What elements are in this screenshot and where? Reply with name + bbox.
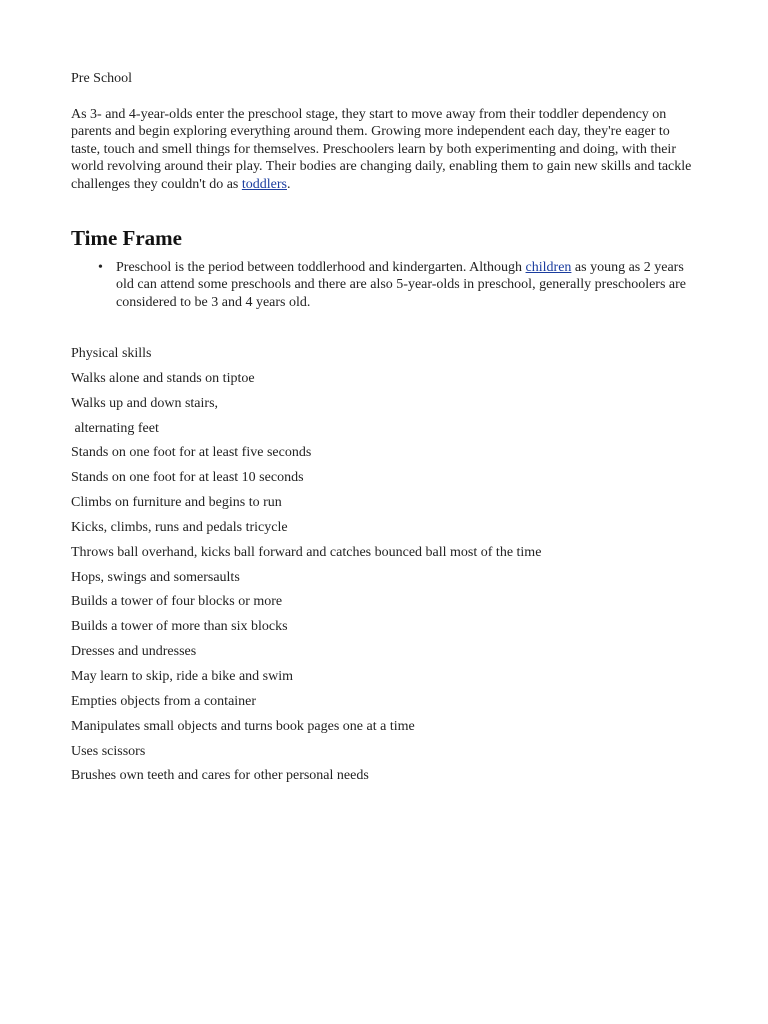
skill-item: Kicks, climbs, runs and pedals tricycle (71, 519, 288, 535)
skill-item: Climbs on furniture and begins to run (71, 495, 282, 511)
bullet-text: Preschool is the period between toddlerhood and kindergarten. Although (116, 260, 526, 275)
intro-text: As 3- and 4-year-olds enter the preschool stage, they start to move away from their toddler dependency on parents and begin exploring everything around them. Growing more independent each day, they're eager to taste, touch and smell things for themselves. Preschoolers learn by both experimenting and doing, with their world revolving around their play. Their bodies are changing daily, enabling them to gain new skills and tackle challenges they couldn't do as (71, 107, 692, 192)
skill-item: Brushes own teeth and cares for other personal needs (71, 768, 369, 784)
bullet-icon: • (98, 260, 103, 275)
document-title: Pre School (71, 71, 133, 86)
skill-item: Empties objects from a container (71, 693, 257, 709)
skill-item: Stands on one foot for at least 10 seconds (71, 470, 304, 486)
section-heading-time-frame: Time Frame (71, 226, 182, 250)
skill-item: Manipulates small objects and turns book pages one at a time (71, 718, 415, 734)
skill-item: May learn to skip, ride a bike and swim (71, 668, 294, 684)
intro-paragraph (71, 106, 701, 193)
skill-item: Uses scissors (71, 743, 146, 759)
skill-item: Dresses and undresses (71, 644, 197, 660)
skills-heading: Physical skills (71, 346, 152, 361)
toddlers-link[interactable]: toddlers (241, 176, 287, 192)
skill-item: Throws ball overhand, kicks ball forward and catches bounced ball most of the time (71, 544, 542, 560)
bullet-text-end: as young as 2 years old can attend some preschools and there are also 5-year-olds in preschool, generally preschoolers are considered to be 3 and 4 years old. (116, 260, 687, 310)
skill-item: Builds a tower of more than six blocks (71, 619, 288, 635)
skill-item: Hops, swings and somersaults (71, 569, 240, 585)
time-frame-list (71, 259, 701, 311)
intro-text-end: . (286, 176, 291, 192)
physical-skills-list (71, 342, 541, 789)
skill-item: Walks alone and stands on tiptoe (71, 370, 255, 386)
skill-item: Walks up and down stairs, (71, 395, 219, 411)
skill-item: alternating feet (71, 420, 159, 436)
children-link[interactable]: children (525, 260, 572, 275)
list-item (71, 259, 701, 311)
skill-item: Builds a tower of four blocks or more (71, 594, 283, 610)
skill-item: Stands on one foot for at least five seconds (71, 445, 312, 461)
